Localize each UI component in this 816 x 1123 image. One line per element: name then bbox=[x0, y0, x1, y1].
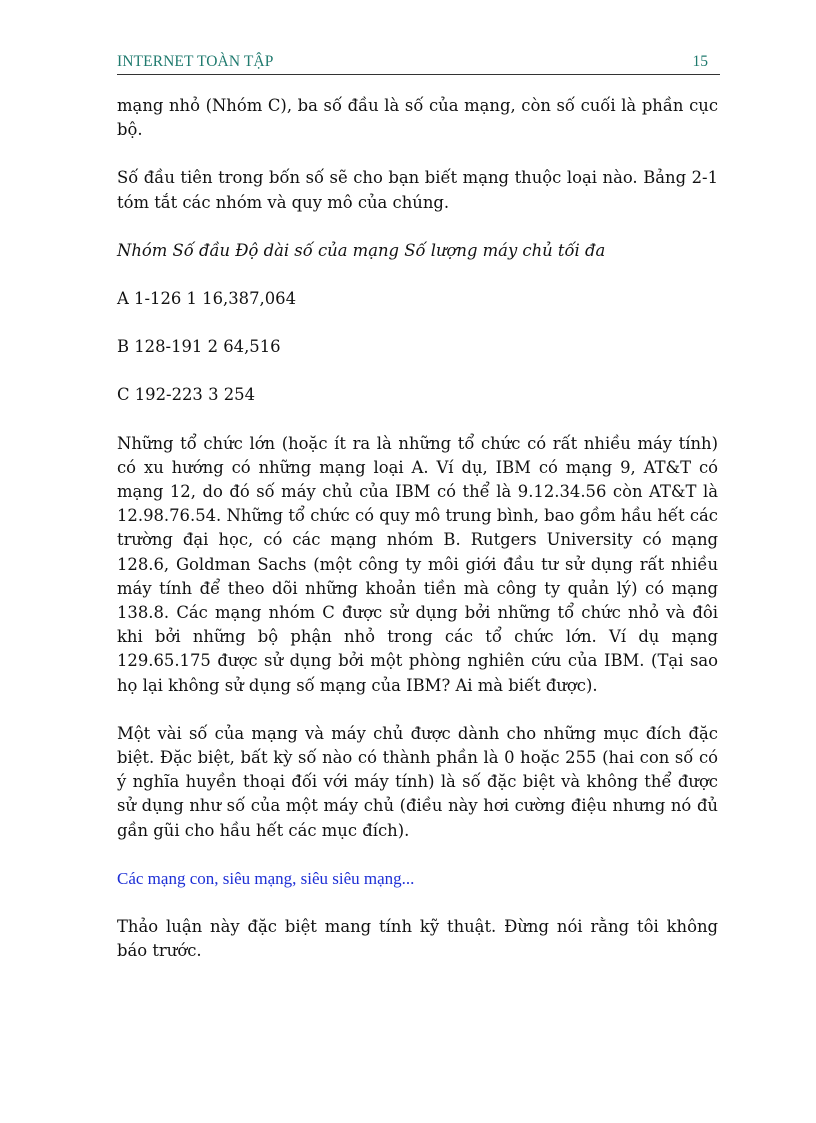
paragraph-special-numbers: Một vài số của mạng và máy chủ được dành cho những mục đích đặc biệt. Đặc biệt, bất kỳ số nào có thành phần là 0 hoặc 255 (hai con số có ý nghĩa huyền thoại đối với máy tính) là số đặc biệt và không thể được sử dụng như số của một máy chủ (điều này hơi cường điệu nhưng nó đủ gần gũi cho hầu hết các mục đích). bbox=[117, 723, 718, 840]
page-number: 15 bbox=[692, 53, 708, 70]
paragraph-organizations: Những tổ chức lớn (hoặc ít ra là những tổ chức có rất nhiều máy tính) có xu hướng có những mạng loại A. Ví dụ, IBM có mạng 9, AT&T có mạng 12, do đó số máy chủ của IBM có thể là 9.12.34.56 còn AT&T là 12.98.76.54. Những tổ chức có quy mô trung bình, bao gồm hầu hết các trường đại học, có các mạng nhóm B. Rutgers University có mạng 128.6, Goldman Sachs (một công ty môi giới đầu tư sử dụng rất nhiều máy tính để theo dõi những khoản tiền mà công ty quản lý) có mạng 138.8. Các mạng nhóm C được sử dụng bởi những tổ chức nhỏ và đôi khi bởi những bộ phận nhỏ trong các tổ chức lớn. Ví dụ mạng 129.65.175 được sử dụng bởi một phòng nghiên cứu của IBM. (Tại sao họ lại không sử dụng số mạng của IBM? Ai mà biết được). bbox=[117, 433, 718, 695]
page-body bbox=[117, 94, 718, 963]
table-row-a: A 1-126 1 16,387,064 bbox=[117, 289, 296, 309]
paragraph-continuation: mạng nhỏ (Nhóm C), ba số đầu là số của mạng, còn số cuối là phần cục bộ. bbox=[117, 96, 718, 140]
paragraph-network-class-intro: Số đầu tiên trong bốn số sẽ cho bạn biết mạng thuộc loại nào. Bảng 2-1 tóm tắt các nhóm và quy mô của chúng. bbox=[117, 168, 718, 212]
section-heading: Các mạng con, siêu mạng, siêu siêu mạng... bbox=[117, 868, 415, 888]
running-header bbox=[117, 52, 720, 75]
paragraph-warning: Thảo luận này đặc biệt mang tính kỹ thuật. Đừng nói rằng tôi không báo trước. bbox=[117, 917, 718, 961]
table-header-line: Nhóm Số đầu Độ dài số của mạng Số lượng máy chủ tối đa bbox=[117, 240, 606, 260]
header-title: INTERNET TOÀN TẬP bbox=[117, 53, 274, 70]
table-row-c: C 192-223 3 254 bbox=[117, 385, 255, 405]
table-row-b: B 128-191 2 64,516 bbox=[117, 337, 281, 357]
